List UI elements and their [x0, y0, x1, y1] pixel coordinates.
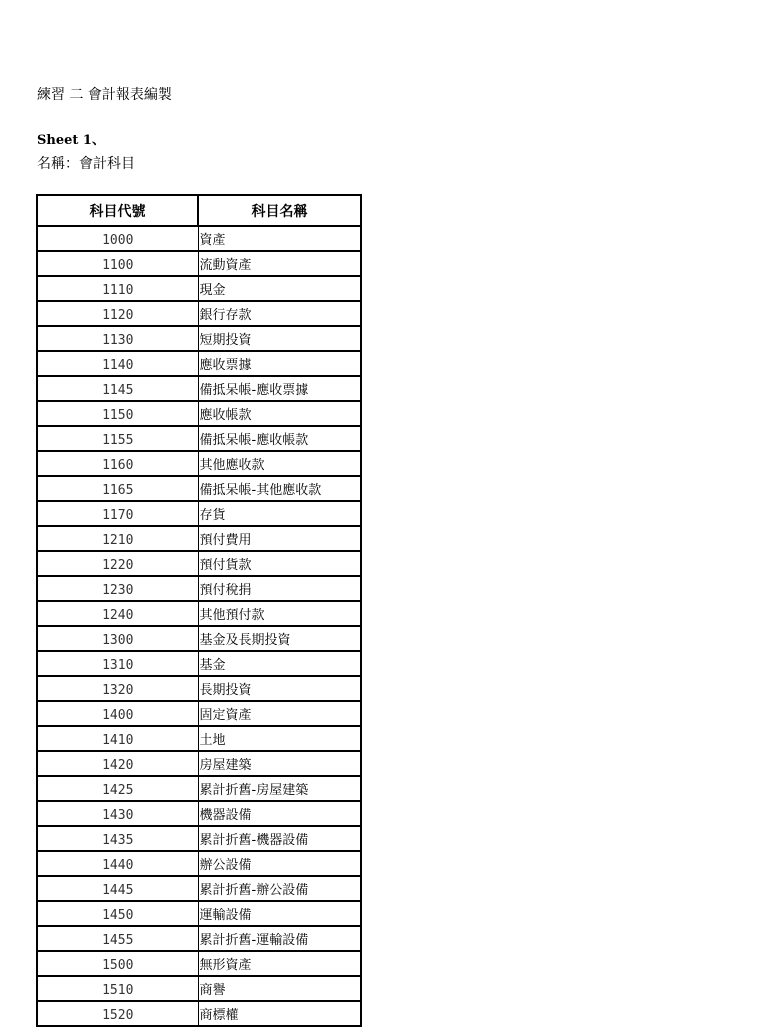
- table-row: [37, 351, 361, 376]
- account-name-cell: 長期投資: [198, 676, 361, 701]
- account-code-cell: 1145: [37, 376, 198, 401]
- account-code-cell: 1210: [37, 526, 198, 551]
- account-name-cell: 機器設備: [198, 801, 361, 826]
- table-row: [37, 576, 361, 601]
- table-row: [37, 426, 361, 451]
- account-code-cell: 1440: [37, 851, 198, 876]
- account-code-cell: 1240: [37, 601, 198, 626]
- table-body: [37, 226, 361, 1026]
- table-row: [37, 526, 361, 551]
- table-row: [37, 626, 361, 651]
- account-code-cell: 1220: [37, 551, 198, 576]
- header-account-code: 科目代號: [37, 195, 198, 226]
- account-name-cell: 備抵呆帳-應收帳款: [198, 426, 361, 451]
- account-name-cell: 應收票據: [198, 351, 361, 376]
- account-code-cell: 1300: [37, 626, 198, 651]
- account-name-cell: 累計折舊-房屋建築: [198, 776, 361, 801]
- table-row: [37, 726, 361, 751]
- table-row: [37, 501, 361, 526]
- table-row: [37, 476, 361, 501]
- account-name-cell: 運輸設備: [198, 901, 361, 926]
- account-name-cell: 資產: [198, 226, 361, 251]
- table-row: [37, 601, 361, 626]
- account-name-cell: 預付費用: [198, 526, 361, 551]
- account-name-cell: 無形資產: [198, 951, 361, 976]
- account-name-cell: 基金及長期投資: [198, 626, 361, 651]
- account-name-cell: 備抵呆帳-應收票據: [198, 376, 361, 401]
- account-code-cell: 1435: [37, 826, 198, 851]
- account-code-cell: 1500: [37, 951, 198, 976]
- account-code-cell: 1310: [37, 651, 198, 676]
- account-code-cell: 1510: [37, 976, 198, 1001]
- account-name-cell: 備抵呆帳-其他應收款: [198, 476, 361, 501]
- table-row: [37, 1001, 361, 1026]
- account-name-cell: 累計折舊-機器設備: [198, 826, 361, 851]
- account-code-cell: 1455: [37, 926, 198, 951]
- account-code-cell: 1425: [37, 776, 198, 801]
- account-name-cell: 預付稅捐: [198, 576, 361, 601]
- account-code-cell: 1420: [37, 751, 198, 776]
- account-name-cell: 土地: [198, 726, 361, 751]
- table-row: [37, 876, 361, 901]
- account-code-cell: 1110: [37, 276, 198, 301]
- table-row: [37, 851, 361, 876]
- table-row: [37, 676, 361, 701]
- account-name-cell: 累計折舊-辦公設備: [198, 876, 361, 901]
- account-code-cell: 1170: [37, 501, 198, 526]
- table-row: [37, 651, 361, 676]
- account-name-cell: 流動資產: [198, 251, 361, 276]
- account-code-cell: 1140: [37, 351, 198, 376]
- account-table: [36, 194, 362, 1027]
- account-name-cell: 短期投資: [198, 326, 361, 351]
- table-row: [37, 226, 361, 251]
- account-code-cell: 1450: [37, 901, 198, 926]
- account-code-cell: 1520: [37, 1001, 198, 1026]
- table-row: [37, 801, 361, 826]
- account-name-cell: 累計折舊-運輸設備: [198, 926, 361, 951]
- sheet-label: Sheet 1、: [37, 133, 105, 148]
- account-code-cell: 1430: [37, 801, 198, 826]
- table-row: [37, 701, 361, 726]
- account-name-cell: 房屋建築: [198, 751, 361, 776]
- table-row: [37, 951, 361, 976]
- account-code-cell: 1155: [37, 426, 198, 451]
- table-row: [37, 551, 361, 576]
- table-row: [37, 826, 361, 851]
- table-row: [37, 751, 361, 776]
- table-row: [37, 326, 361, 351]
- sheet-name: 名稱：會計科目: [37, 156, 135, 172]
- table-header-row: [37, 195, 361, 226]
- account-code-cell: 1000: [37, 226, 198, 251]
- table-row: [37, 401, 361, 426]
- account-name-cell: 預付貨款: [198, 551, 361, 576]
- table-row: [37, 376, 361, 401]
- account-code-cell: 1400: [37, 701, 198, 726]
- account-code-cell: 1230: [37, 576, 198, 601]
- table-row: [37, 301, 361, 326]
- account-code-cell: 1120: [37, 301, 198, 326]
- account-name-cell: 基金: [198, 651, 361, 676]
- table-row: [37, 251, 361, 276]
- header-account-name: 科目名稱: [198, 195, 361, 226]
- account-name-cell: 應收帳款: [198, 401, 361, 426]
- account-name-cell: 其他應收款: [198, 451, 361, 476]
- account-name-cell: 存貨: [198, 501, 361, 526]
- account-code-cell: 1410: [37, 726, 198, 751]
- account-name-cell: 銀行存款: [198, 301, 361, 326]
- account-name-cell: 現金: [198, 276, 361, 301]
- account-code-cell: 1160: [37, 451, 198, 476]
- table-row: [37, 451, 361, 476]
- account-code-cell: 1150: [37, 401, 198, 426]
- table-row: [37, 926, 361, 951]
- table-row: [37, 901, 361, 926]
- account-name-cell: 固定資產: [198, 701, 361, 726]
- account-name-cell: 辦公設備: [198, 851, 361, 876]
- account-name-cell: 商譽: [198, 976, 361, 1001]
- table-row: [37, 776, 361, 801]
- account-name-cell: 其他預付款: [198, 601, 361, 626]
- account-code-cell: 1130: [37, 326, 198, 351]
- account-code-cell: 1320: [37, 676, 198, 701]
- account-code-cell: 1100: [37, 251, 198, 276]
- table-row: [37, 276, 361, 301]
- table-row: [37, 976, 361, 1001]
- account-code-cell: 1445: [37, 876, 198, 901]
- account-code-cell: 1165: [37, 476, 198, 501]
- account-name-cell: 商標權: [198, 1001, 361, 1026]
- document-title: 練習 二 會計報表編製: [37, 87, 172, 103]
